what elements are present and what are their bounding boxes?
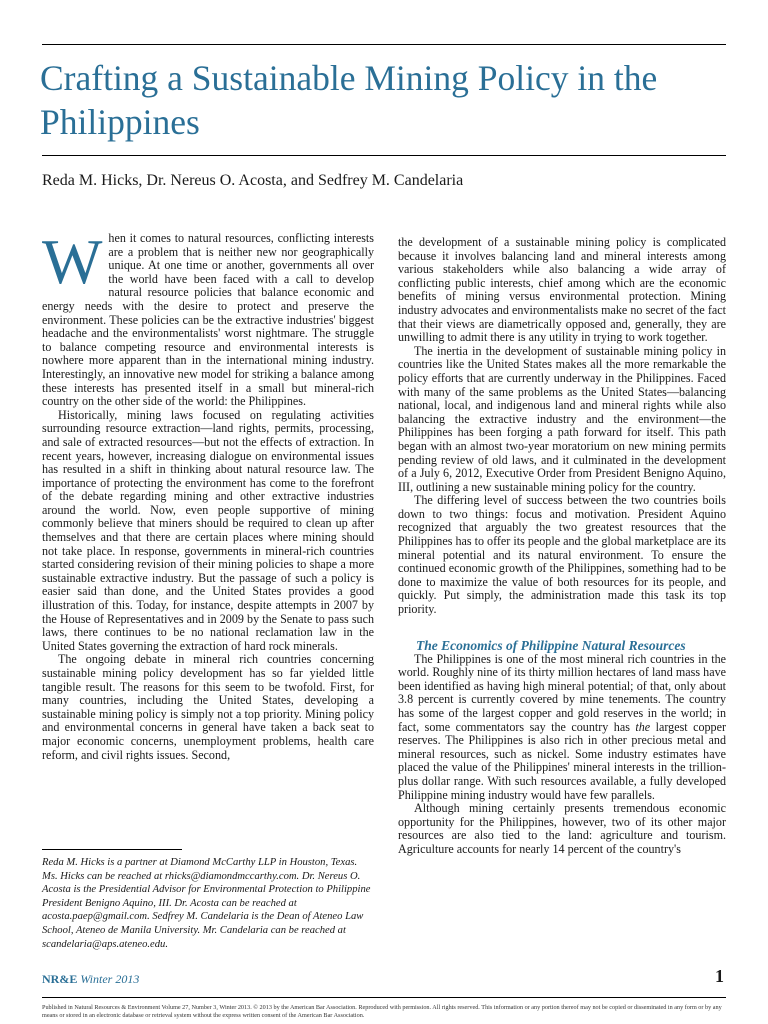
text-span: largest copper reserves. The Philippines is also rich in other precious metal and mineral resources, such as nickel. Some industry estimates have placed the value of the Philippines' mineral interests in the trillion-plus dollar range. With such resources available, a fully developed Philippine mining industry would have few parallels.: [398, 719, 726, 802]
journal-issue: Winter 2013: [80, 972, 140, 986]
text-span: The Philippines is one of the most mineral rich countries in the world. Roughly nine of its thirty million hectares of land mass have been identified as having high mineral potential; of that, only about 3.8 percent is currently covered by mine tenements. The country has some of the largest copper and gold reserves in the world; in fact, some commentators say the country has: [398, 651, 726, 734]
intro-paragraph: [42, 226, 374, 409]
body-paragraph: the development of a sustainable mining policy is complicated because it involves balancing land and mineral interests among various stakeholders while also balancing a wide array of conflicting public interests, chief among which are the economic benefits of mining versus environmental protection. Mining industry advocates and environmentalists make no secret of the fact that their views are diametrically opposed and, generally, they are unwilling to admit there is any utility in trying to work together.: [398, 235, 726, 345]
page-number: 1: [715, 966, 724, 986]
author-byline: Reda M. Hicks, Dr. Nereus O. Acosta, and Sedfrey M. Candelaria: [42, 172, 464, 189]
emphasis-text: the: [635, 719, 651, 734]
body-paragraph: Historically, mining laws focused on regulating activities surrounding resource extraction—land rights, permits, processing, and sale of extracted resources—but not the effects of extraction. In recent years, however, increasing dialogue on environmental issues has resulted in a shift in thinking about natural resource law. The importance of protecting the environment has come to the forefront of the debate regarding mining and other extractive industries around the world. Now, even people supportive of mining commonly believe that miners should be required to clean up after themselves and that there are certain places where mining should not take place. In response, governments in mineral-rich countries started considering revision of their mining policies to shape a more sustainable extractive industry. But the passage of such a policy is easier said than done, and the United States provides a good illustration of this. Today, for instance, despite attempts in 2007 by the House of Representatives and in 2009 by the Senate to pass such laws, there continues to be no national reclamation law in the United States governing the extraction of hard rock minerals.: [42, 407, 374, 653]
bottom-rule: [42, 997, 726, 998]
section-heading: The Economics of Philippine Natural Resources: [416, 637, 686, 653]
copyright-notice: Published in Natural Resources & Environment Volume 27, Number 3, Winter 2013. © 2013 by the American Bar Association. Reproduced with permission. All rights reserved. This information or any portion thereof may not be copied or disseminated in any form or by any means or stored in an electronic database or retrieval system without the express written consent of the American Bar Association.: [42, 1004, 722, 1019]
footer-journal: [42, 972, 139, 987]
top-rule: [42, 44, 726, 45]
body-paragraph: The inertia in the development of sustainable mining policy in countries like the United States makes all the more remarkable the policy efforts that are currently underway in the Philippines. Faced with many of the same problems as the United States—balancing national, local, and indigenous land and mineral rights while also balancing the extractive industry and the environment—the Philippines has been forging a path forward for itself. This path began with an almost two-year moratorium on new mining permits pending review of old laws, and it culminated in the development of a July 6, 2012, Executive Order from President Benigno Aquino, III, outlining a new sustainable mining policy for the country.: [398, 343, 726, 494]
author-footnote: Reda M. Hicks is a partner at Diamond McCarthy LLP in Houston, Texas. Ms. Hicks can be reached at rhicks@diamondmccarthy.com. Dr. Nereus O. Acosta is the Presidential Advisor for Environmental Protection to Philippine President Benigno Aquino, III. Dr. Acosta can be reached at acosta.paep@gmail.com. Sedfrey M. Candelaria is the Dean of Ateneo Law School, Ateneo de Manila University. Mr. Candelaria can be reached at scandelaria@aps.ateneo.edu.: [42, 857, 371, 950]
body-paragraph: Although mining certainly presents tremendous economic opportunity for the Philippines, however, two of its other major resources are also tied to the land: agriculture and tourism. Agriculture accounts for nearly 14 percent of the country's: [398, 801, 726, 856]
body-paragraph: The ongoing debate in mineral rich countries concerning sustainable mining policy development has so far yielded little tangible result. The reasons for this seem to be twofold. First, for many countries, including the United States, developing a sustainable mining policy is simply not a top priority. Mining policy and environmental concerns in general have taken a back seat to major economic concerns, unemployment problems, health care reform, and civil rights issues. Second,: [42, 652, 374, 762]
body-paragraph: The differing level of success between the two countries boils down to two things: focus and motivation. President Aquino recognized that arguably the two greatest resources that the Philippines has to offer its people and the global marketplace are its mineral potential and its natural environment. To ensure the continued economic growth of the Philippines, something had to be done to maximize the value of both resources for its people, and quickly. Put simply, the administration made this task its top priority.: [398, 493, 726, 617]
article-title: Crafting a Sustainable Mining Policy in the Philippines: [40, 58, 658, 142]
footnote-rule: [42, 849, 182, 850]
left-column: [42, 226, 374, 762]
intro-text: hen it comes to natural resources, conflicting interests are a problem that is neither new nor geographically unique. At one time or another, governments all over the world have been faced with a call to develop natural resource policies that balance economic and energy needs with the desire to protect and preserve the environment. These policies can be the extractive industries' biggest headache and the environmentalists' worst nightmare. The struggle to balance competing resource and environmental interests is nowhere more apparent than in the international mining industry. Interestingly, an innovative new model for striking a balance among these interests has presented itself in a small but mineral-rich country on the other side of the world: the Philippines.: [42, 231, 374, 409]
title-rule: [42, 155, 726, 156]
body-paragraph: [398, 653, 726, 803]
journal-name: NR&E: [42, 972, 78, 986]
right-column: [398, 236, 726, 857]
drop-cap: W: [42, 226, 103, 297]
